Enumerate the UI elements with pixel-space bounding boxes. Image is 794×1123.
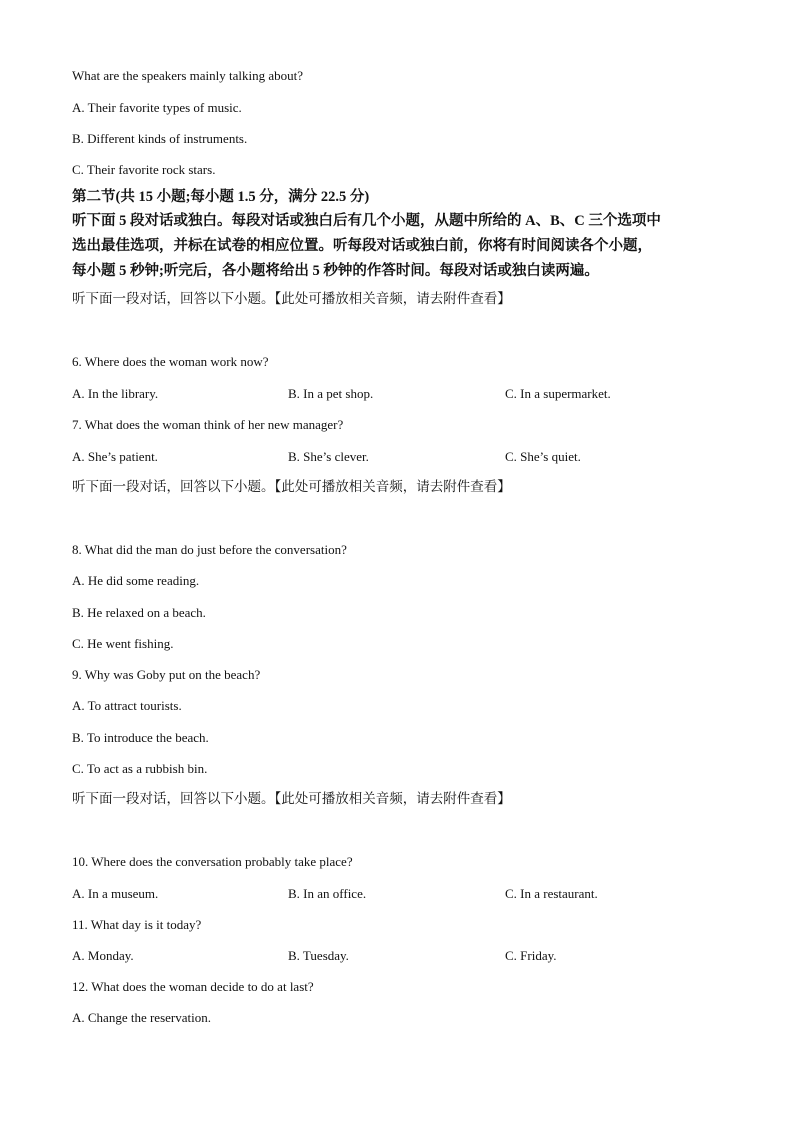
q11-option-b: B. Tuesday. — [288, 948, 349, 963]
q10-option-a: A. In a museum. — [72, 886, 159, 901]
audio-note: 听下面一段对话，回答以下小题。【此处可播放相关音频，请去附件查看】 — [72, 791, 511, 806]
question-text: What are the speakers mainly talking about? — [72, 68, 304, 83]
question-12: 12. What does the woman decide to do at last? — [72, 979, 314, 994]
option-b: B. Different kinds of instruments. — [72, 131, 248, 146]
q9-option-a: A. To attract tourists. — [72, 698, 182, 713]
q7-option-c: C. She’s quiet. — [505, 449, 581, 464]
question-8: 8. What did the man do just before the conversation? — [72, 542, 347, 557]
audio-note: 听下面一段对话，回答以下小题。【此处可播放相关音频，请去附件查看】 — [72, 479, 511, 494]
q6-option-c: C. In a supermarket. — [505, 386, 611, 401]
audio-note: 听下面一段对话，回答以下小题。【此处可播放相关音频，请去附件查看】 — [72, 291, 511, 306]
q9-option-b: B. To introduce the beach. — [72, 730, 209, 745]
q11-option-c: C. Friday. — [505, 948, 557, 963]
question-6: 6. Where does the woman work now? — [72, 354, 269, 369]
q8-option-c: C. He went fishing. — [72, 636, 174, 651]
q8-option-b: B. He relaxed on a beach. — [72, 605, 206, 620]
section-instructions-2: 选出最佳选项，并标在试卷的相应位置。听每段对话或独白前，你将有时间阅读各个小题， — [72, 238, 652, 254]
question-11: 11. What day is it today? — [72, 917, 202, 932]
section-heading: 第二节(共 15 小题;每小题 1.5 分，满分 22.5 分) — [72, 189, 370, 205]
q6-option-b: B. In a pet shop. — [288, 386, 374, 401]
q7-option-a: A. She’s patient. — [72, 449, 158, 464]
option-c: C. Their favorite rock stars. — [72, 162, 216, 177]
q10-option-c: C. In a restaurant. — [505, 886, 598, 901]
question-7: 7. What does the woman think of her new manager? — [72, 417, 344, 432]
option-a: A. Their favorite types of music. — [72, 100, 242, 115]
question-9: 9. Why was Goby put on the beach? — [72, 667, 261, 682]
q9-option-c: C. To act as a rubbish bin. — [72, 761, 208, 776]
q8-option-a: A. He did some reading. — [72, 573, 200, 588]
section-instructions-1: 听下面 5 段对话或独白。每段对话或独白后有几个小题，从题中所给的 A、B、C 三个选项中 — [72, 213, 661, 229]
q7-option-b: B. She’s clever. — [288, 449, 369, 464]
q10-option-b: B. In an office. — [288, 886, 367, 901]
section-instructions-3: 每小题 5 秒钟;听完后，各小题将给出 5 秒钟的作答时间。每段对话或独白读两遍。 — [72, 263, 599, 279]
q12-option-a: A. Change the reservation. — [72, 1010, 211, 1025]
q6-option-a: A. In the library. — [72, 386, 159, 401]
q11-option-a: A. Monday. — [72, 948, 134, 963]
question-10: 10. Where does the conversation probably take place? — [72, 854, 353, 869]
